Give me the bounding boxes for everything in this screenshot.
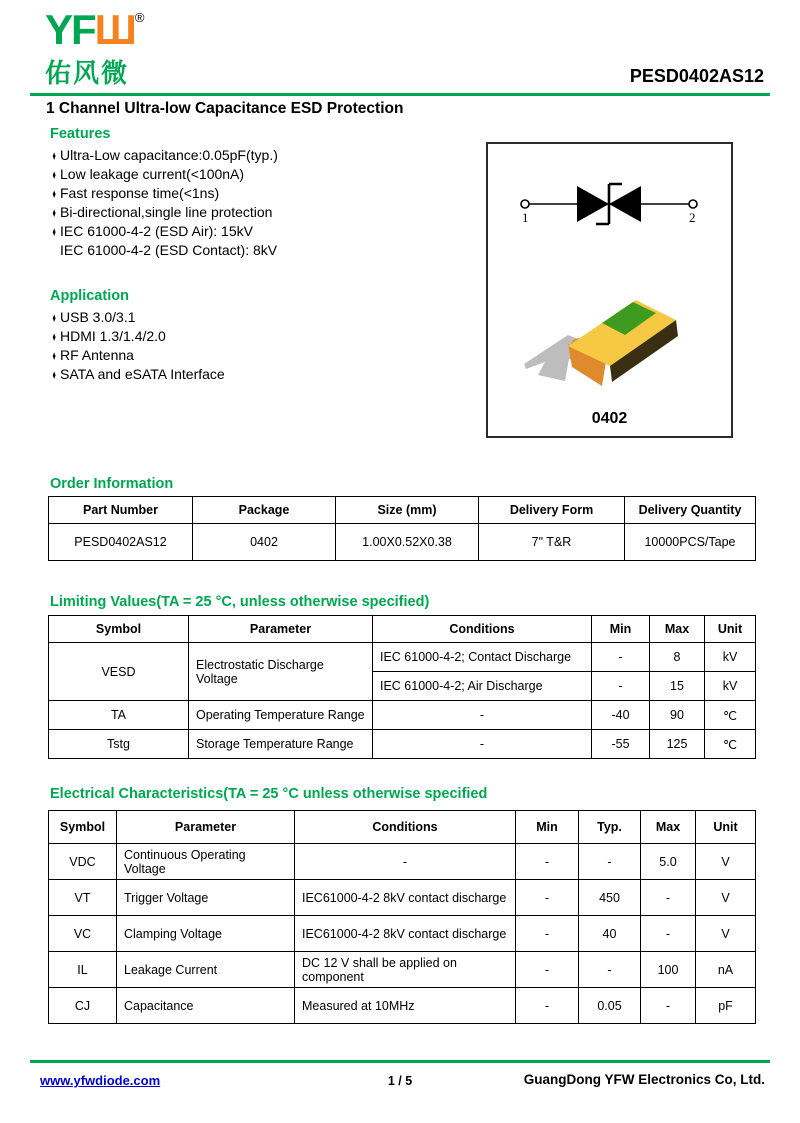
table-cell: IEC61000-4-2 8kV contact discharge — [295, 880, 516, 916]
table-cell: - — [373, 730, 592, 759]
table-cell: 0402 — [193, 524, 336, 561]
diamond-bullet-icon: ♦ — [52, 186, 56, 201]
table-cell: V — [696, 916, 756, 952]
column-header: Min — [592, 616, 650, 643]
table-row — [49, 701, 756, 730]
application-item-label: HDMI 1.3/1.4/2.0 — [60, 328, 166, 344]
package-3d-image — [516, 264, 704, 409]
feature-item-label: Low leakage current(<100nA) — [60, 166, 245, 182]
table-cell: Tstg — [49, 730, 189, 759]
table-cell: VDC — [49, 844, 117, 880]
table-cell: - — [579, 952, 641, 988]
logo-wordmark — [45, 8, 144, 52]
column-header: Symbol — [49, 811, 117, 844]
table-cell: IL — [49, 952, 117, 988]
feature-item — [50, 165, 470, 184]
table-cell: Operating Temperature Range — [189, 701, 373, 730]
application-item — [50, 346, 470, 365]
logo-yf-text: YF — [45, 6, 95, 53]
table-cell: kV — [705, 672, 756, 701]
table-row — [49, 952, 756, 988]
table-cell: - — [592, 672, 650, 701]
table-cell: 0.05 — [579, 988, 641, 1024]
diamond-bullet-icon: ♦ — [52, 167, 56, 182]
diamond-bullet-icon: ♦ — [52, 224, 56, 239]
table-row — [49, 916, 756, 952]
feature-item — [50, 241, 470, 260]
company-logo — [45, 8, 144, 90]
part-number: PESD0402AS12 — [629, 66, 764, 86]
table-cell: 7" T&R — [479, 524, 625, 561]
company-name: GuangDong YFW Electronics Co, Ltd. — [523, 1072, 765, 1087]
table-cell: Capacitance — [117, 988, 295, 1024]
column-header: Parameter — [117, 811, 295, 844]
table-cell: - — [641, 880, 696, 916]
features-list — [50, 146, 470, 260]
feature-item-label: Fast response time(<1ns) — [60, 185, 220, 201]
diamond-bullet-icon: ♦ — [52, 367, 56, 382]
table-cell: - — [641, 916, 696, 952]
feature-item-label: IEC 61000-4-2 (ESD Air): 15kV — [60, 223, 253, 239]
table-row — [49, 524, 756, 561]
table-cell: - — [295, 844, 516, 880]
table-cell: CJ — [49, 988, 117, 1024]
electrical-characteristics-table — [48, 810, 756, 1024]
table-row — [49, 643, 756, 672]
diamond-bullet-icon: ♦ — [52, 205, 56, 220]
application-list — [50, 308, 470, 384]
limiting-values-heading: Limiting Values(TA = 25 °C, unless otherwise specified) — [50, 594, 430, 610]
header-rule — [30, 93, 770, 96]
diamond-bullet-icon: ♦ — [52, 348, 56, 363]
application-item-label: USB 3.0/3.1 — [60, 309, 136, 325]
table-cell: - — [516, 844, 579, 880]
table-cell: - — [516, 952, 579, 988]
table-cell: 1.00X0.52X0.38 — [336, 524, 479, 561]
table-cell: - — [579, 844, 641, 880]
table-cell: 40 — [579, 916, 641, 952]
application-item — [50, 327, 470, 346]
order-info-heading: Order Information — [50, 476, 174, 492]
table-cell: Leakage Current — [117, 952, 295, 988]
feature-item — [50, 222, 470, 241]
page-number: 1 / 5 — [387, 1074, 413, 1088]
table-cell: Electrostatic Discharge Voltage — [189, 643, 373, 701]
table-cell: 5.0 — [641, 844, 696, 880]
tvs-diode-symbol — [514, 178, 706, 242]
table-cell: 100 — [641, 952, 696, 988]
application-item-label: SATA and eSATA Interface — [60, 366, 225, 382]
column-header: Symbol — [49, 616, 189, 643]
table-cell: - — [592, 643, 650, 672]
footer-rule — [30, 1060, 770, 1063]
diamond-bullet-icon: ♦ — [52, 329, 56, 344]
table-cell: -55 — [592, 730, 650, 759]
column-header: Unit — [705, 616, 756, 643]
table-cell: TA — [49, 701, 189, 730]
table-cell: VESD — [49, 643, 189, 701]
application-heading: Application — [50, 288, 129, 304]
table-cell: - — [516, 988, 579, 1024]
feature-item — [50, 203, 470, 222]
table-cell: nA — [696, 952, 756, 988]
registered-trademark-icon: ® — [134, 10, 145, 25]
table-cell: Trigger Voltage — [117, 880, 295, 916]
table-cell: DC 12 V shall be applied on component — [295, 952, 516, 988]
table-header-row — [49, 811, 756, 844]
column-header: Size (mm) — [336, 497, 479, 524]
table-cell: VT — [49, 880, 117, 916]
application-section — [50, 288, 470, 384]
table-cell: PESD0402AS12 — [49, 524, 193, 561]
column-header: Part Number — [49, 497, 193, 524]
column-header: Min — [516, 811, 579, 844]
footer-website-link[interactable]: www.yfwdiode.com — [40, 1073, 161, 1088]
package-size-label: 0402 — [591, 410, 628, 427]
table-cell: 450 — [579, 880, 641, 916]
table-cell: IEC 61000-4-2; Contact Discharge — [373, 643, 592, 672]
table-cell: -40 — [592, 701, 650, 730]
table-cell: - — [373, 701, 592, 730]
table-cell: 90 — [650, 701, 705, 730]
feature-item — [50, 184, 470, 203]
table-row — [49, 880, 756, 916]
column-header: Conditions — [373, 616, 592, 643]
limiting-values-table — [48, 615, 756, 759]
table-header-row — [49, 497, 756, 524]
diamond-bullet-icon: ♦ — [52, 148, 56, 163]
electrical-characteristics-heading: Electrical Characteristics(TA = 25 °C unless otherwise specified — [50, 786, 488, 802]
table-cell: Clamping Voltage — [117, 916, 295, 952]
logo-chinese-name: 佑风微 — [45, 58, 130, 89]
table-cell: IEC61000-4-2 8kV contact discharge — [295, 916, 516, 952]
logo-w-text: Ш — [94, 6, 135, 53]
table-cell: 15 — [650, 672, 705, 701]
column-header: Unit — [696, 811, 756, 844]
table-cell: - — [516, 880, 579, 916]
table-cell: Continuous Operating Voltage — [117, 844, 295, 880]
column-header: Delivery Quantity — [625, 497, 756, 524]
table-row — [49, 730, 756, 759]
package-figure-box — [486, 142, 733, 438]
table-cell: 8 — [650, 643, 705, 672]
table-cell: ℃ — [705, 701, 756, 730]
table-cell: Measured at 10MHz — [295, 988, 516, 1024]
table-cell: ℃ — [705, 730, 756, 759]
feature-item — [50, 146, 470, 165]
features-section — [50, 126, 470, 260]
column-header: Delivery Form — [479, 497, 625, 524]
table-cell: Storage Temperature Range — [189, 730, 373, 759]
pin-1-label: 1 — [522, 210, 529, 225]
column-header: Package — [193, 497, 336, 524]
application-item — [50, 308, 470, 327]
table-row — [49, 988, 756, 1024]
table-cell: VC — [49, 916, 117, 952]
column-header: Max — [650, 616, 705, 643]
table-cell: V — [696, 880, 756, 916]
feature-item-label: Ultra-Low capacitance:0.05pF(typ.) — [60, 147, 278, 163]
table-cell: 125 — [650, 730, 705, 759]
features-heading: Features — [50, 126, 111, 142]
table-cell: kV — [705, 643, 756, 672]
column-header: Max — [641, 811, 696, 844]
table-header-row — [49, 616, 756, 643]
table-cell: 10000PCS/Tape — [625, 524, 756, 561]
column-header: Typ. — [579, 811, 641, 844]
table-cell: IEC 61000-4-2; Air Discharge — [373, 672, 592, 701]
application-item-label: RF Antenna — [60, 347, 134, 363]
application-item — [50, 365, 470, 384]
column-header: Parameter — [189, 616, 373, 643]
page-title: 1 Channel Ultra-low Capacitance ESD Protection — [46, 100, 404, 117]
table-cell: - — [516, 916, 579, 952]
table-cell: - — [641, 988, 696, 1024]
table-row — [49, 844, 756, 880]
feature-item-label: Bi-directional,single line protection — [60, 204, 273, 220]
feature-item-label: IEC 61000-4-2 (ESD Contact): 8kV — [60, 242, 278, 258]
column-header: Conditions — [295, 811, 516, 844]
order-info-table — [48, 496, 756, 561]
table-cell: V — [696, 844, 756, 880]
pin-2-label: 2 — [689, 210, 696, 225]
diamond-bullet-icon: ♦ — [52, 310, 56, 325]
table-cell: pF — [696, 988, 756, 1024]
